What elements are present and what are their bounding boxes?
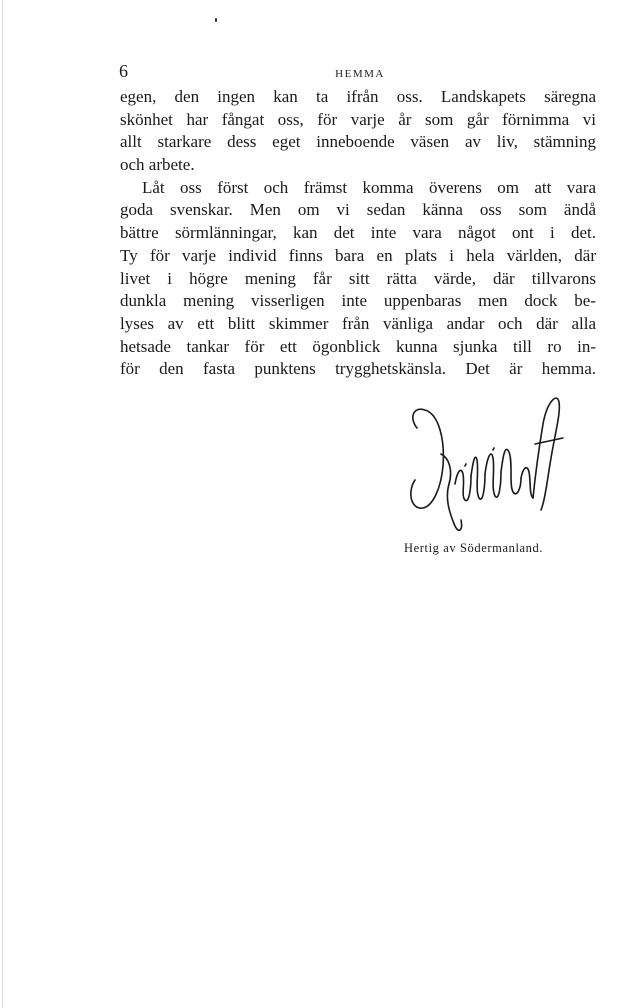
- text-line: skönhet har fångat oss, för varje år som går förnimma vi: [120, 109, 596, 129]
- text-line: Ty för varje individ finns bara en plats i hela världen, där: [120, 245, 596, 265]
- page-edge-line: [2, 0, 3, 1008]
- page-number: 6: [119, 61, 128, 81]
- text-line: och arbete.: [120, 155, 195, 175]
- running-head: HEMMA: [335, 68, 385, 80]
- handwritten-signature: [405, 388, 565, 536]
- text-line: för den fasta punktens trygghetskänsla. Det är hemma.: [120, 359, 596, 379]
- text-line: bättre sörmlänningar, kan det inte vara något ont i det.: [120, 223, 596, 243]
- text-line: livet i högre mening får sitt rätta värde, där tillvarons: [120, 268, 596, 288]
- print-speck: [215, 18, 217, 22]
- text-line: hetsade tankar för ett ögonblick kunna sjunka till ro in-: [120, 336, 596, 356]
- text-line: goda svenskar. Men om vi sedan känna oss som ändå: [120, 200, 596, 220]
- signature-drawing: [405, 388, 565, 536]
- text-line: lyses av ett blitt skimmer från vänliga andar och där alla: [120, 313, 596, 333]
- text-line: dunkla mening visserligen inte uppenbaras men dock be-: [120, 291, 596, 311]
- signer-title: Hertig av Södermanland.: [404, 541, 544, 555]
- paragraph-1: [120, 86, 596, 177]
- text-line: egen, den ingen kan ta ifrån oss. Landskapets säregna: [120, 87, 596, 106]
- text-line: Låt oss först och främst komma överens om att vara: [142, 177, 596, 197]
- paragraph-2: [120, 177, 596, 381]
- body-text: [120, 86, 596, 381]
- text-line: allt starkare dess eget inneboende väsen av liv, stämning: [120, 132, 596, 152]
